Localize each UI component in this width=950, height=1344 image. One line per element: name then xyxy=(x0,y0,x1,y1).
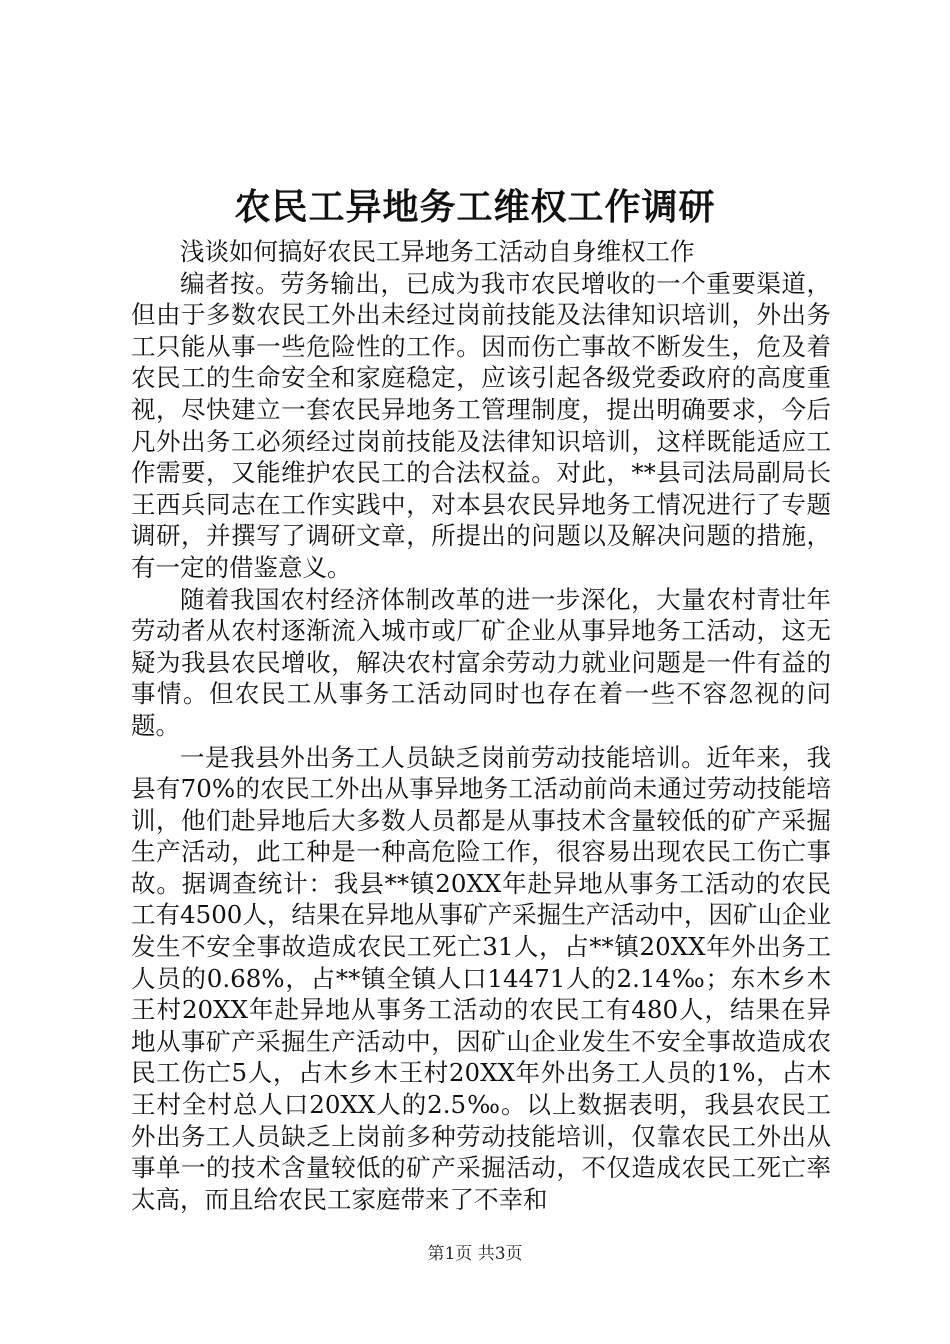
subtitle-paragraph: 浅谈如何搞好农民工异地务工活动自身维权工作 xyxy=(180,237,695,266)
page-footer: 第1页 共3页 xyxy=(427,1244,523,1264)
document-title: 农民工异地务工维权工作调研 xyxy=(234,186,716,228)
body-paragraph: 一是我县外出务工人员缺乏岗前劳动技能培训。近年来，我县有70%的农民工外出从事异地务工活动前尚未通过劳动技能培训，他们赴异地后大多数人员都是从事技术含量较低的矿产采掘生产活动，此工种是一种高危险工作，很容易出现农民工伤亡事故。据调查统计：我县**镇20XX年赴异地从事务工活动的农民工有4500人，结果在异地从事矿产采掘生产活动中，因矿山企业发生不安全事故造成农民工死亡31人，占**镇20XX年外出务工人员的0.68%，占**镇全镇人口14471人的2.14‰；东木乡木王村20XX年赴异地从事务工活动的农民工有480人，结果在异地从事矿产采掘生产活动中，因矿山企业发生不安全事故造成农民工伤亡5人，占木乡木王村20XX年外出务工人员的1%，占木王村全村总人口20XX人的2.5‰。以上数据表明，我县农民工外出务工人员缺乏上岗前多种劳动技能培训，仅靠农民工外出从事单一的技术含量较低的矿产采掘活动，不仅造成农民工死亡率太高，而且给农民工家庭带来了不幸和 xyxy=(131,742,831,1214)
document-body xyxy=(131,236,831,1215)
editor-note-paragraph: 编者按。劳务输出，已成为我市农民增收的一个重要渠道，但由于多数农民工外出未经过岗前技能及法律知识培训，外出务工只能从事一些危险性的工作。因而伤亡事故不断发生，危及着农民工的生命安全和家庭稳定，应该引起各级党委政府的高度重视，尽快建立一套农民异地务工管理制度，提出明确要求，今后凡外出务工必须经过岗前技能及法律知识培训，这样既能适应工作需要，又能维护农民工的合法权益。对此，**县司法局副局长王西兵同志在工作实践中，对本县农民异地务工情况进行了专题调研，并撰写了调研文章，所提出的问题以及解决问题的措施，有一定的借鉴意义。 xyxy=(131,268,831,582)
body-paragraph: 随着我国农村经济体制改革的进一步深化，大量农村青壮年劳动者从农村逐渐流入城市或厂矿企业从事异地务工活动，这无疑为我县农民增收，解决农村富余劳动力就业问题是一件有益的事情。但农民工从事务工活动同时也存在着一些不容忽视的问题。 xyxy=(131,584,831,740)
